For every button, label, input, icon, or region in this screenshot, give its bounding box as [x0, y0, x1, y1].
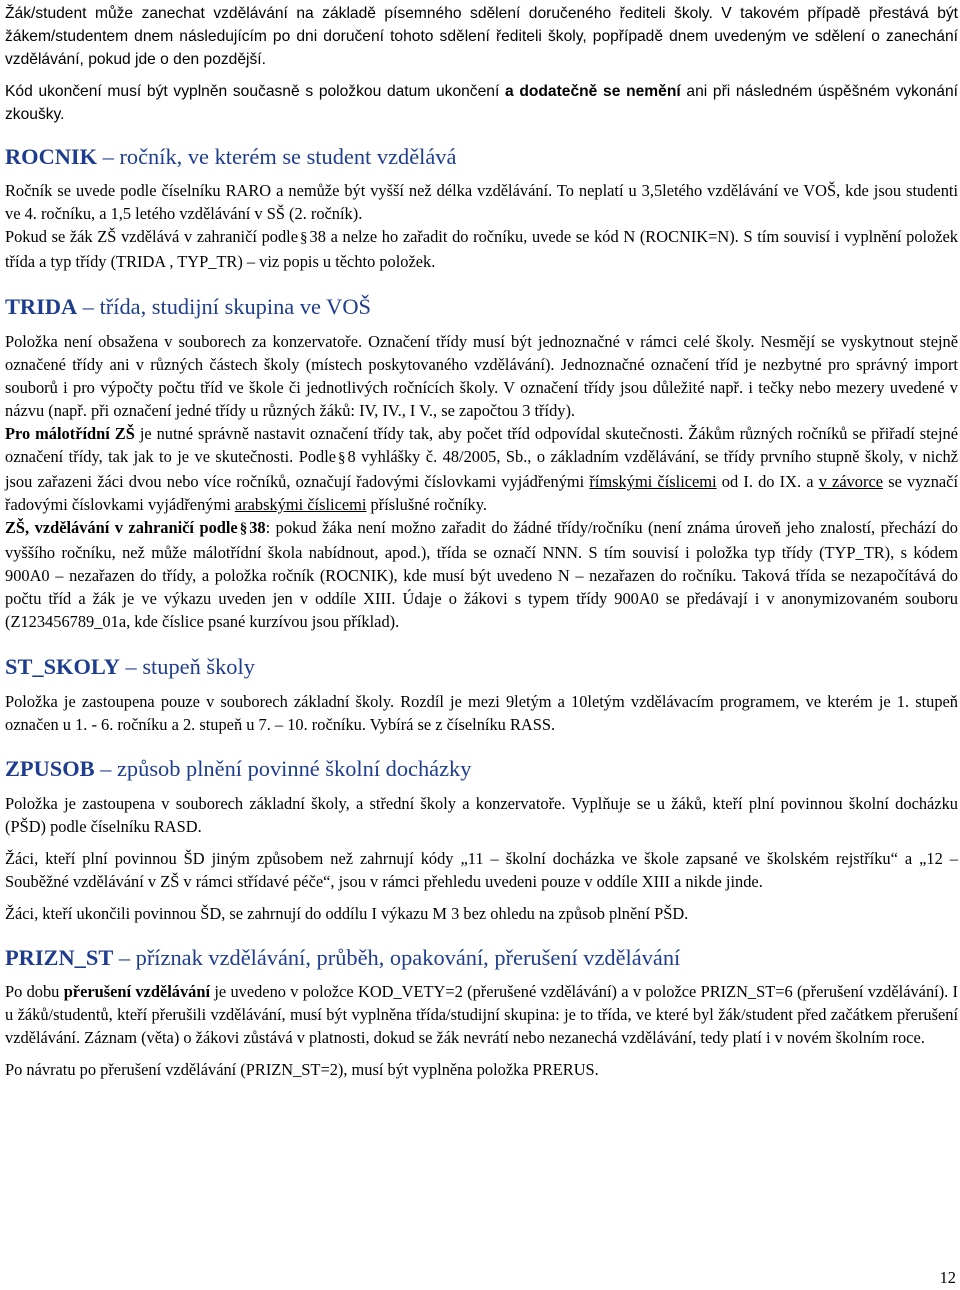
heading-title: stupeň školy [142, 654, 255, 679]
paragraph-rocnik-1: Ročník se uvede podle číselníku RARO a nemůže být vyšší než délka vzdělávání. To neplatí u 3,5letého vzdělávání ve VOŠ, kde jsou studenti ve 4. ročníku, a 1,5 letého vzdělávání v SŠ (2. ročník). [5, 181, 958, 223]
paragraph-rocnik-2: Pokud se žák ZŠ vzdělává v zahraničí podle § 38 a nelze ho zařadit do ročníku, uvede se kód N (ROCNIK=N). S tím souvisí i vyplnění položek třída a typ třídy (TRIDA , TYP_TR) – viz popis u těchto položek. [5, 227, 959, 271]
section-sign-icon: § [239, 521, 248, 537]
underlined-text: v závorce [818, 472, 884, 491]
underlined-text: římskými číslicemi [589, 472, 717, 491]
emphasis-nemeni: a dodatečně se nemění [504, 83, 681, 100]
section-sign-icon: § [338, 450, 346, 466]
heading-code: ROCNIK [5, 144, 98, 169]
heading-title: způsob plnění povinné školní docházky [116, 756, 472, 781]
paragraph-st-skoly: Položka je zastoupena pouze v souborech základní školy. Rozdíl je mezi 9letým a 10letým vzdělávacím programem, ve kterém je 1. stupeň označen u 1. - 6. ročníku a 2. stupeň u 7. – 10. ročníku. Vybírá se z číselníku RASS. [5, 692, 958, 734]
underlined-text: arabskými číslicemi [234, 495, 367, 514]
heading-title: ročník, ve kterém se student vzdělává [119, 144, 457, 169]
heading-title: třída, studijní skupina ve VOŠ [99, 294, 371, 319]
heading-title: příznak vzdělávání, průběh, opakování, přerušení vzdělávání [135, 945, 681, 970]
heading-code: ST_SKOLY [5, 654, 120, 679]
paragraph-zpusob-2: Žáci, kteří plní povinnou ŠD jiným způsobem než zahrnují kódy „11 – školní docházka ve škole zapsané ve školském rejstříku“ a „12 – Souběžné vzdělávání v ZŠ v rámci střídavé péče“, jsou v rámci přehledu uvedeni pouze v oddíle XIII a nikde jinde. [5, 849, 958, 891]
heading-code: ZPUSOB [5, 756, 95, 781]
heading-zpusob: ZPUSOB – způsob plnění povinné školní docházky [5, 756, 472, 781]
heading-st-skoly: ST_SKOLY – stupeň školy [5, 654, 255, 679]
page-number: 12 [939, 1268, 956, 1287]
paragraph-zanechani: Žák/student může zanechat vzdělávání na základě písemného sdělení doručeného řediteli školy. V takovém případě přestává být žákem/studentem dnem následujícím po dni doručení tohoto sdělení řediteli školy, popřípadě dnem uvedeným ve sdělení o zanechání vzdělávání, pokud jde o den pozdější. [5, 5, 958, 68]
paragraph-zpusob-1: Položka je zastoupena v souborech základní školy, a střední školy a konzervatoře. Vyplňuje se u žáků, kteří plní povinnou školní docházku (PŠD) podle číselníku RASD. [5, 794, 958, 836]
heading-trida: TRIDA – třída, studijní skupina ve VOŠ [5, 294, 371, 319]
paragraph-trida-3: ZŠ, vzdělávání v zahraničí podle § 38: pokud žáka není možno zařadit do žádné třídy/ročníku (není známa úroveň jeho znalostí, přechází do vyššího ročníku, než může málotřídní škola nabídnout, apod.), třída se označí NNN. S tím souvisí i položka typ třídy (TYP_TR), s kódem 900A0 – nezařazen do třídy, a položka ročník (ROCNIK), kde musí být uvedeno N – nezařazen do ročníku. Taková třída se nezapočítává do počtu tříd a žák je ve výkazu uveden jen v oddíle XIII. Údaje o žákovi s typem třídy 900A0 se předávají i v anonymizovaném souboru (Z123456789_01a, kde číslice psané kurzívou jsou příklad). [5, 518, 958, 631]
section-sign-icon: § [300, 230, 308, 246]
paragraph-prizn-2: Po návratu po přerušení vzdělávání (PRIZN_ST=2), musí být vyplněna položka PRERUS. [5, 1060, 599, 1079]
heading-prizn-st: PRIZN_ST – příznak vzdělávání, průběh, opakování, přerušení vzdělávání [5, 945, 681, 970]
paragraph-kod-ukonceni: Kód ukončení musí být vyplněn současně s položkou datum ukončení a dodatečně se nemění ani při následném úspěšném vykonání zkoušky. [5, 83, 958, 123]
paragraph-trida-1: Položka není obsažena v souborech za konzervatoře. Označení třídy musí být jednoznačné v rámci celé školy. Nesmějí se vyskytnout stejně označené třídy ani v různých částech školy (místech poskytovaného vzdělávání). Jednoznačné označení tříd je nezbytné pro správný import souborů i pro výpočty počtu tříd ve škole či jednotlivých ročnících školy. V označení třídy jsou důležité např. i tečky nebo mezery uvedené v názvu (např. při označení jedné třídy u různých žáků: IV, IV., I V., se započtou 3 třídy). [5, 332, 958, 420]
heading-code: PRIZN_ST [5, 945, 114, 970]
document-page [5, 0, 958, 1081]
heading-code: TRIDA [5, 294, 78, 319]
paragraph-zpusob-3: Žáci, kteří ukončili povinnou ŠD, se zahrnují do oddílu I výkazu M 3 bez ohledu na způsob plnění PŠD. [5, 904, 689, 923]
paragraph-trida-2: Pro málotřídní ZŠ je nutné správně nastavit označení třídy tak, aby počet tříd odpovídal skutečnosti. Žákům různých ročníků se přiřadí stejné označení třídy, tak jak to je ve skutečnosti. Podle § 8 vyhlášky č. 48/2005, Sb., o základním vzdělávání, se třídy prvního stupně školy, v nichž jsou zařazeni žáci dvou nebo více ročníků, označují řadovými číslovkami vyjádřenými římskými číslicemi od I. do IX. a v závorce se vyznačí řadovými číslovkami vyjádřenými arabskými číslicemi příslušné ročníky. [5, 424, 958, 514]
heading-rocnik: ROCNIK – ročník, ve kterém se student vzdělává [5, 144, 457, 169]
paragraph-prizn-1: Po dobu přerušení vzdělávání je uvedeno v položce KOD_VETY=2 (přerušené vzdělávání) a v položce PRIZN_ST=6 (přerušení vzdělávání). I u žáků/studentů, kteří přerušili vzdělávání, musí být vyplněna třída/studijní skupina: je to třída, ve které byl žák/student před začátkem přerušení vzdělávání. Záznam (věta) o žákovi zůstává v platnosti, dokud se žák nevrátí nebo nezanechá vzdělávání, tedy platí i v novém školním roce. [5, 982, 958, 1047]
